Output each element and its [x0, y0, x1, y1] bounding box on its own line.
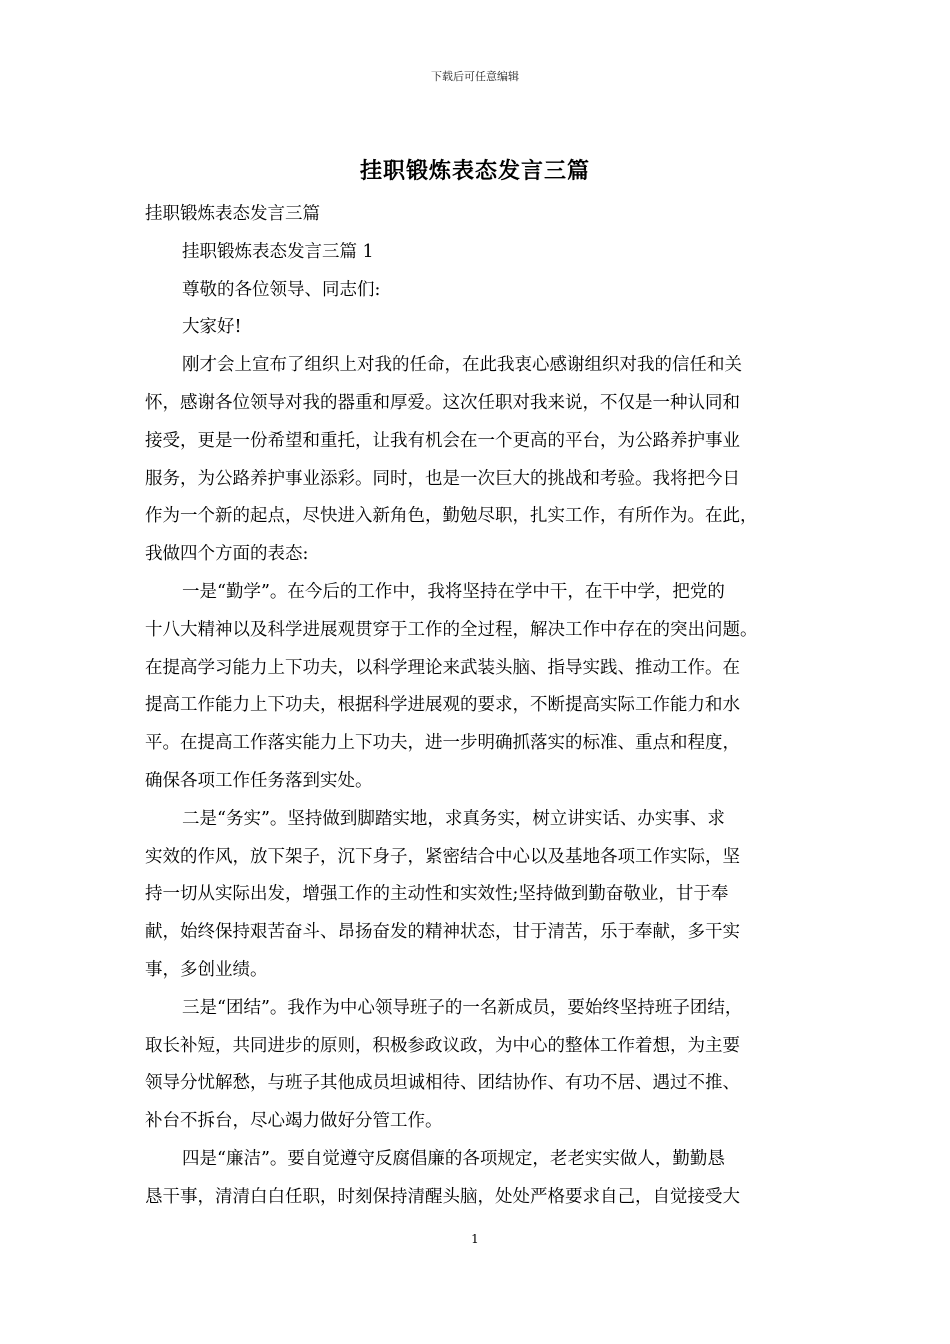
text-line: 作为一个新的起点，尽快进入新角色，勤勉尽职，扎实工作，有所作为。在此，: [145, 506, 758, 527]
text-line: 补台不拆台，尽心竭力做好分管工作。: [145, 1111, 443, 1132]
text-line: 持一切从实际出发，增强工作的主动性和实效性;坚持做到勤奋敬业，甘于奉: [145, 884, 729, 905]
text-line: 在提高学习能力上下功夫，以科学理论来武装头脑、指导实践、推动工作。在: [145, 657, 740, 678]
page-number: 1: [471, 1232, 479, 1246]
text-line: 十八大精神以及科学进展观贯穿于工作的全过程，解决工作中存在的突出问题。: [145, 619, 758, 640]
header-note: 下载后可任意编辑: [431, 70, 519, 83]
text-line-salutation: 尊敬的各位领导、同志们:: [182, 279, 381, 300]
text-line: 提高工作能力上下功夫，根据科学进展观的要求，不断提高实际工作能力和水: [145, 695, 740, 716]
text-line-section-heading: 挂职锻炼表态发言三篇 1: [182, 241, 374, 262]
text-line: 确保各项工作任务落到实处。: [145, 770, 373, 791]
text-line: 取长补短，共同进步的原则，积极参政议政，为中心的整体工作着想，为主要: [145, 1035, 740, 1056]
text-line: 二是“务实”。坚持做到脚踏实地，求真务实，树立讲实话、办实事、求: [182, 808, 725, 829]
document-body: [145, 196, 821, 1217]
text-line: 四是“廉洁”。要自觉遵守反腐倡廉的各项规定，老老实实做人，勤勤恳: [182, 1148, 725, 1169]
text-line: 服务，为公路养护事业添彩。同时，也是一次巨大的挑战和考验。我将把今日: [145, 468, 740, 489]
text-line: 实效的作风，放下架子，沉下身子，紧密结合中心以及基地各项工作实际，坚: [145, 846, 740, 867]
text-line: 我做四个方面的表态:: [145, 544, 309, 565]
text-line: 事，多创业绩。: [145, 959, 268, 980]
text-line: 刚才会上宣布了组织上对我的任命，在此我衷心感谢组织对我的信任和关: [182, 355, 742, 376]
text-line: 领导分忧解愁，与班子其他成员坦诚相待、团结协作、有功不居、遇过不推、: [145, 1073, 740, 1094]
text-line: 平。在提高工作落实能力上下功夫，进一步明确抓落实的标准、重点和程度，: [145, 733, 740, 754]
text-line: 一是“勤学”。在今后的工作中，我将坚持在学中干，在干中学，把党的: [182, 581, 725, 602]
text-line: 献，始终保持艰苦奋斗、昂扬奋发的精神状态，甘于清苦，乐于奉献，多干实: [145, 922, 740, 943]
text-line: 接受，更是一份希望和重托，让我有机会在一个更高的平台，为公路养护事业: [145, 430, 740, 451]
text-line-greeting: 大家好!: [182, 317, 242, 338]
document-title: 挂职锻炼表态发言三篇: [359, 158, 590, 184]
text-line-subtitle: 挂职锻炼表态发言三篇: [145, 204, 320, 224]
text-line: 恳干事，清清白白任职，时刻保持清醒头脑，处处严格要求自己，自觉接受大: [145, 1186, 740, 1207]
text-line: 三是“团结”。我作为中心领导班子的一名新成员，要始终坚持班子团结，: [182, 997, 743, 1018]
text-line: 怀，感谢各位领导对我的器重和厚爱。这次任职对我来说，不仅是一种认同和: [145, 392, 740, 413]
